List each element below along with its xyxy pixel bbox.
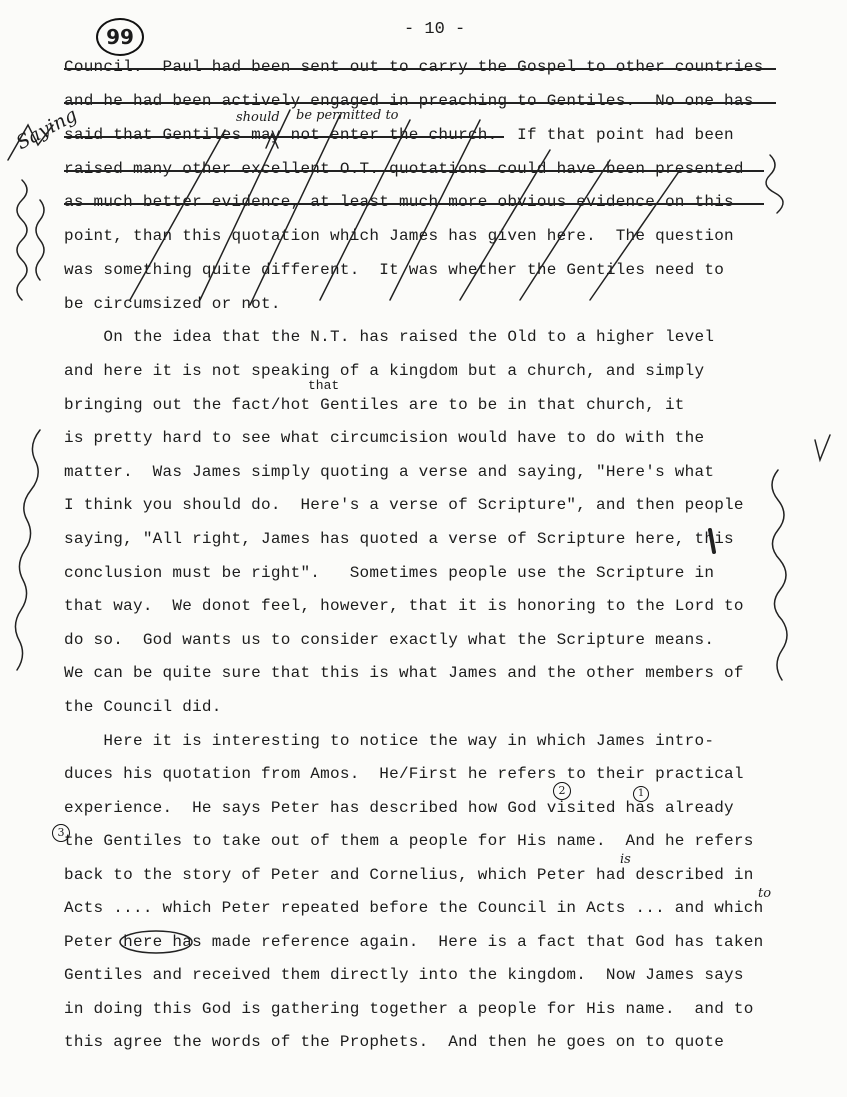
text-line: Acts .... which Peter repeated before the Council in Acts ... and which [64, 899, 764, 917]
scribble-mark [8, 125, 53, 160]
margin-squiggle [36, 200, 44, 280]
circled-marker-2: 2 [553, 782, 571, 800]
text-line: I think you should do. Here's a verse of Scripture", and then people [64, 496, 744, 514]
handwritten-should: should [236, 110, 280, 125]
circled-marker-1: 1 [633, 786, 649, 802]
text-line: the Gentiles to take out of them a people for His name. And he refers [64, 832, 754, 850]
marginal-note: Saying [12, 103, 81, 155]
crossout-stroke [590, 170, 680, 300]
text-line: be circumsized or not. [64, 295, 281, 313]
margin-squiggle [766, 155, 783, 213]
text-line: was something quite different. It was whether the Gentiles need to [64, 261, 725, 279]
text-line: is pretty hard to see what circumcision would have to do with the [64, 429, 705, 447]
crossout-stroke [390, 120, 480, 300]
crossout-stroke [200, 110, 290, 300]
margin-squiggle [15, 430, 40, 670]
text-line: We can be quite sure that this is what James and the other members of [64, 664, 744, 682]
page-number: - 10 - [404, 20, 466, 39]
check-mark [815, 435, 830, 460]
crossout-stroke [250, 115, 340, 305]
circled-marker-3: 3 [52, 824, 70, 842]
circled-page-number: 99 [96, 18, 144, 56]
text-line: point, than this quotation which James has given here. The question [64, 227, 734, 245]
text-line: that way. We donot feel, however, that it is honoring to the Lord to [64, 597, 744, 615]
text-line: Here it is interesting to notice the way in which James intro- [64, 732, 715, 750]
text-line: experience. He says Peter has described how God visited has already [64, 799, 734, 817]
text-line: duces his quotation from Amos. He/First he refers to their practical [64, 765, 744, 783]
text-line: as much better evidence, at least much more obvious evidence on this [64, 193, 734, 211]
ink-blot [710, 530, 714, 552]
insertion-caret [266, 134, 278, 148]
text-line: this agree the words of the Prophets. And then he goes on to quote [64, 1033, 725, 1051]
circled-phrase [120, 931, 192, 953]
handwritten-is: is [620, 852, 631, 867]
text-line: do so. God wants us to consider exactly what the Scripture means. [64, 631, 715, 649]
text-line: and he had been actively engaged in preaching to Gentiles. No one has [64, 92, 754, 110]
crossout-stroke [320, 120, 410, 300]
text-line: On the idea that the N.T. has raised the Old to a higher level [64, 328, 715, 346]
crossout-stroke [520, 160, 610, 300]
crossout-stroke [130, 130, 225, 300]
text-line: conclusion must be right". Sometimes people use the Scripture in [64, 564, 715, 582]
text-line: in doing this God is gathering together a people for His name. and to [64, 1000, 754, 1018]
text-line: back to the story of Peter and Cornelius, which Peter had described in [64, 866, 754, 884]
text-line: Gentiles and received them directly into the kingdom. Now James says [64, 966, 744, 984]
text-line: Peter here has made reference again. Here is a fact that God has taken [64, 933, 764, 951]
text-line: and here it is not speaking of a kingdom but a church, and simply [64, 362, 705, 380]
text-line: Council. Paul had been sent out to carry the Gospel to other countries [64, 58, 764, 76]
crossout-stroke [460, 150, 550, 300]
margin-squiggle [772, 470, 787, 680]
margin-squiggle [17, 180, 27, 300]
text-line: saying, "All right, James has quoted a verse of Scripture here, this [64, 530, 734, 548]
interlinear-that: that [308, 378, 340, 393]
text-line: said that Gentiles may not enter the church. If that point had been [64, 126, 734, 144]
handwritten-to: to [758, 886, 772, 901]
text-line: the Council did. [64, 698, 222, 716]
text-line: matter. Was James simply quoting a verse and saying, "Here's what [64, 463, 715, 481]
text-line: bringing out the fact/hot Gentiles are to be in that church, it [64, 396, 685, 414]
text-line: raised many other excellent O.T. quotations could have been presented [64, 160, 744, 178]
handwritten-be-permitted-to: be permitted to [296, 108, 399, 123]
